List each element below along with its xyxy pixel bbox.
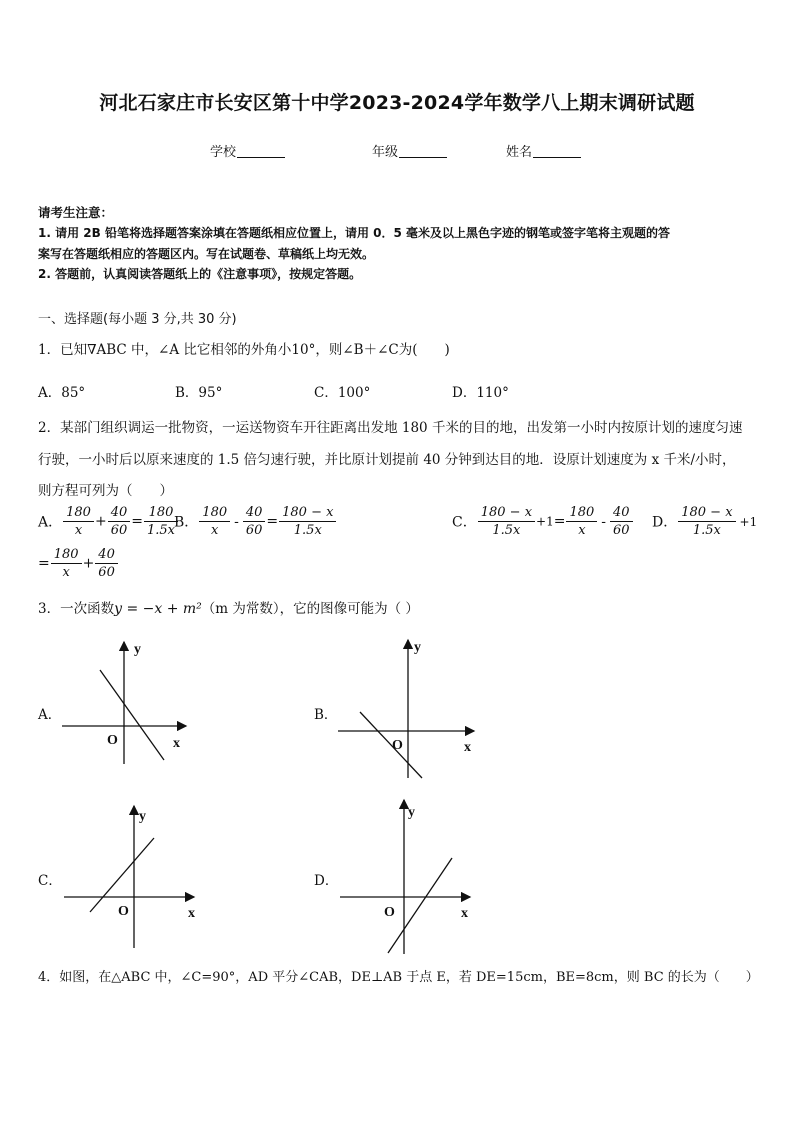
equals-sign: = (131, 513, 143, 530)
fraction (63, 504, 94, 539)
fraction (243, 504, 266, 539)
origin-label: O (384, 905, 395, 920)
y-axis-label: y (139, 809, 146, 824)
numerator: 180 (566, 504, 597, 522)
q1-option-c: C．100° (314, 385, 371, 401)
q2-label-c: C． (452, 514, 477, 531)
denominator: x (74, 523, 83, 538)
fraction (144, 504, 178, 539)
q1-option-d: D．110° (452, 385, 509, 401)
numerator: 180 − x (279, 504, 336, 522)
numerator: 40 (108, 504, 131, 522)
q2-line-2: 行驶，一小时后以原来速度的 1.5 倍匀速行驶，并比原计划提前 40 分钟到达目的地．设原计划速度为 x 千米/小时， (38, 452, 736, 468)
q2-line-3: 则方程可列为（ ） (38, 483, 173, 499)
numerator: 180 − x (678, 504, 735, 522)
denominator: 60 (245, 523, 263, 538)
denominator: 1.5x (492, 523, 521, 538)
graph-c (60, 802, 205, 950)
q3-stem-end: （m 为常数），它的图像可能为（ ） (201, 601, 419, 617)
q1-stem: 1．已知∇ABC 中，∠A 比它相邻的外角小10°，则∠B＋∠C为( ) (38, 342, 450, 358)
graph-b (334, 636, 484, 781)
equals-sign: = (266, 513, 279, 530)
x-axis-label: x (464, 740, 471, 755)
school-label: 学校 (210, 145, 237, 160)
name-blank (533, 144, 581, 158)
denominator: x (62, 565, 70, 580)
school-blank (237, 144, 285, 158)
numerator: 40 (243, 504, 266, 522)
notice-line-1a: 1. 请用 2B 铅笔将选择题答案涂填在答题纸相应位置上，请用 0．5 毫米及以上黑色字迹的钢笔或签字笔将主观题的答 (38, 226, 670, 240)
q3-stem (38, 597, 419, 617)
minus-sign: - (234, 513, 239, 530)
q2-label-b: B． (174, 514, 199, 531)
q2-option-c (452, 504, 634, 539)
name-field (506, 141, 581, 160)
q1-option-a: A．85° (38, 385, 86, 401)
school-field (210, 141, 285, 160)
graph-d (336, 796, 481, 956)
fraction (610, 504, 633, 539)
origin-label: O (392, 738, 403, 753)
q3-option-b-label: B． (314, 707, 338, 723)
origin-label: O (118, 904, 129, 919)
grade-label: 年级 (372, 145, 399, 160)
y-axis-label: y (414, 640, 421, 655)
fraction (566, 504, 597, 539)
fraction (199, 504, 230, 539)
q3-option-c-label: C． (38, 873, 62, 889)
denominator: 1.5x (293, 523, 322, 538)
denominator: 60 (613, 523, 630, 538)
q2-label-d: D． (652, 514, 678, 531)
q3-formula: y = −x + m² (114, 601, 202, 617)
function-line (90, 838, 154, 912)
plus-sign: + (94, 513, 107, 530)
fraction (478, 504, 535, 539)
q4-stem: 4．如图，在△ABC 中，∠C=90°，AD 平分∠CAB，DE⊥AB 于点 E，若 DE=15cm，BE=8cm，则 BC 的长为（ ） (38, 970, 759, 985)
x-axis-label: x (188, 906, 195, 921)
denominator: 60 (98, 565, 115, 580)
q2-option-a (38, 504, 179, 539)
fraction (51, 546, 82, 581)
fraction (279, 504, 336, 539)
equals-sign: = (38, 555, 50, 572)
denominator: x (578, 523, 586, 538)
denominator: 1.5x (146, 523, 175, 538)
numerator: 180 (51, 546, 82, 564)
grade-blank (399, 144, 447, 158)
numerator: 180 − x (478, 504, 535, 522)
numerator: 180 (63, 504, 94, 522)
fraction (678, 504, 735, 539)
y-axis-label: y (134, 642, 141, 657)
numerator: 180 (144, 504, 178, 522)
graph-a (58, 638, 198, 768)
minus-sign: - (601, 513, 607, 530)
numerator: 40 (610, 504, 633, 522)
q2-label-a: A． (38, 514, 63, 531)
section-heading: 一、选择题(每小题 3 分,共 30 分) (38, 312, 237, 327)
q2-line-1: 2．某部门组织调运一批物资，一运送物资车开往距离出发地 180 千米的目的地，出发第一小时内按原计划的速度匀速 (38, 420, 743, 436)
q1-option-b: B．95° (175, 385, 223, 401)
x-axis-label: x (173, 736, 180, 751)
y-axis-label: y (408, 805, 415, 820)
grade-field (372, 141, 447, 160)
function-line (360, 712, 422, 778)
q3-option-a-label: A． (38, 707, 62, 723)
fraction (108, 504, 131, 539)
denominator: 1.5x (692, 523, 721, 538)
notice-line-2: 2. 答题前，认真阅读答题纸上的《注意事项》，按规定答题。 (38, 267, 362, 281)
plus-sign: + (82, 555, 95, 572)
denominator: 60 (110, 523, 128, 538)
q3-stem-start: 3．一次函数 (38, 601, 115, 617)
q2-option-d-continued (38, 546, 119, 581)
notice-line-1b: 案写在答题纸相应的答题区内。写在试题卷、草稿纸上均无效。 (38, 247, 375, 261)
equals-sign: = (553, 513, 566, 530)
q3-option-d-label: D． (314, 873, 339, 889)
x-axis-label: x (461, 906, 468, 921)
plus-one: +1 (536, 514, 554, 529)
q2-option-d (652, 504, 757, 539)
numerator: 40 (95, 546, 118, 564)
denominator: x (211, 523, 219, 538)
name-label: 姓名 (506, 145, 533, 160)
q2-option-b (174, 504, 337, 539)
notice-heading: 请考生注意： (38, 205, 114, 220)
numerator: 180 (199, 504, 230, 522)
page-title: 河北石家庄市长安区第十中学2023-2024学年数学八上期末调研试题 (99, 92, 695, 114)
fraction (95, 546, 118, 581)
plus-one: +1 (739, 514, 758, 529)
function-line (388, 858, 452, 953)
origin-label: O (107, 733, 118, 748)
